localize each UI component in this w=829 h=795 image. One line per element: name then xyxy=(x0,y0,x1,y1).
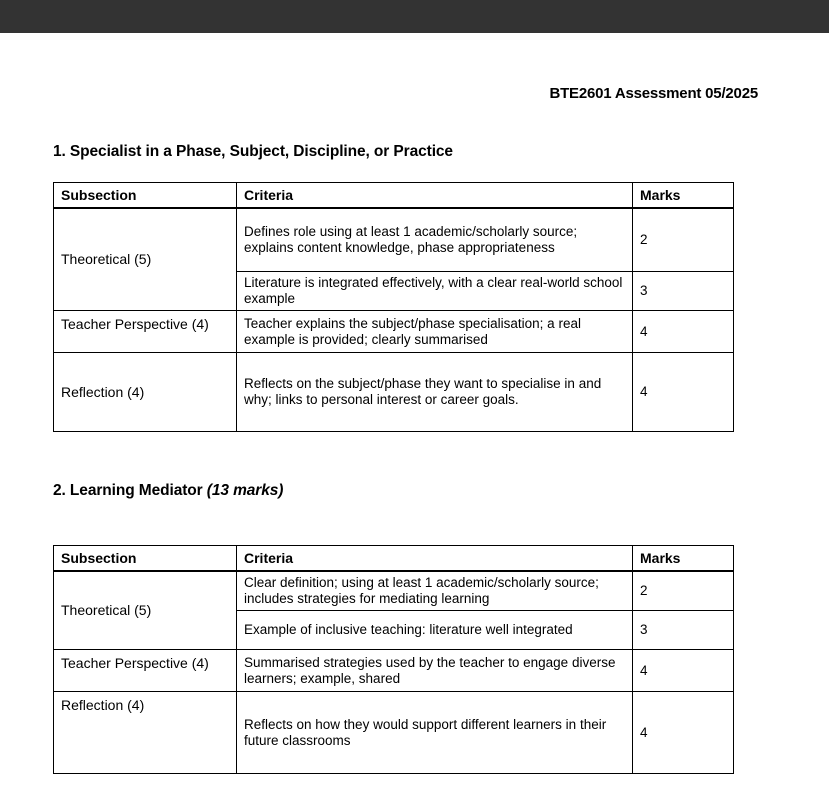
cell-marks: 2 xyxy=(633,571,734,611)
table-row xyxy=(54,208,734,272)
rubric-table-1-head xyxy=(54,183,734,209)
column-header-subsection: Subsection xyxy=(54,546,237,572)
cell-marks: 4 xyxy=(633,650,734,692)
section-heading-1-text: 1. Specialist in a Phase, Subject, Discipline, or Practice xyxy=(53,143,453,160)
column-header-marks: Marks xyxy=(633,546,734,572)
table-header-row xyxy=(54,546,734,572)
section-heading-1 xyxy=(53,143,453,161)
cell-subsection-reflection: Reflection (4) xyxy=(54,692,237,774)
cell-marks: 4 xyxy=(633,311,734,353)
cell-subsection-theoretical: Theoretical (5) xyxy=(54,208,237,311)
window-top-bar xyxy=(0,0,829,33)
cell-criteria: Clear definition; using at least 1 academic/scholarly source; includes strategies for mediating learning xyxy=(237,571,633,611)
cell-subsection-theoretical: Theoretical (5) xyxy=(54,571,237,650)
section-heading-2-marks: (13 marks) xyxy=(206,482,284,499)
column-header-criteria: Criteria xyxy=(237,183,633,209)
document-header-title: BTE2601 Assessment 05/2025 xyxy=(549,85,758,102)
rubric-table-2-head xyxy=(54,546,734,572)
column-header-subsection: Subsection xyxy=(54,183,237,209)
cell-criteria: Defines role using at least 1 academic/scholarly source; explains content knowledge, phase appropriateness xyxy=(237,208,633,272)
cell-marks: 4 xyxy=(633,692,734,774)
cell-marks: 4 xyxy=(633,353,734,432)
cell-criteria: Reflects on the subject/phase they want to specialise in and why; links to personal interest or career goals. xyxy=(237,353,633,432)
cell-criteria: Teacher explains the subject/phase specialisation; a real example is provided; clearly summarised xyxy=(237,311,633,353)
section-heading-2 xyxy=(53,482,283,500)
rubric-table-2-body xyxy=(54,571,734,774)
cell-criteria: Literature is integrated effectively, with a clear real-world school example xyxy=(237,272,633,311)
table-row xyxy=(54,692,734,774)
cell-criteria: Example of inclusive teaching: literature well integrated xyxy=(237,611,633,650)
table-row xyxy=(54,650,734,692)
cell-subsection-teacher-perspective: Teacher Perspective (4) xyxy=(54,311,237,353)
cell-subsection-reflection: Reflection (4) xyxy=(54,353,237,432)
cell-marks: 2 xyxy=(633,208,734,272)
table-row xyxy=(54,353,734,432)
cell-criteria: Reflects on how they would support different learners in their future classrooms xyxy=(237,692,633,774)
table-row xyxy=(54,571,734,611)
cell-marks: 3 xyxy=(633,611,734,650)
cell-marks: 3 xyxy=(633,272,734,311)
cell-subsection-teacher-perspective: Teacher Perspective (4) xyxy=(54,650,237,692)
column-header-criteria: Criteria xyxy=(237,546,633,572)
table-row xyxy=(54,311,734,353)
section-heading-2-text: 2. Learning Mediator xyxy=(53,482,207,499)
column-header-marks: Marks xyxy=(633,183,734,209)
rubric-table-1 xyxy=(53,182,734,432)
table-header-row xyxy=(54,183,734,209)
cell-criteria: Summarised strategies used by the teacher to engage diverse learners; example, shared xyxy=(237,650,633,692)
rubric-table-2 xyxy=(53,545,734,774)
rubric-table-1-body xyxy=(54,208,734,432)
